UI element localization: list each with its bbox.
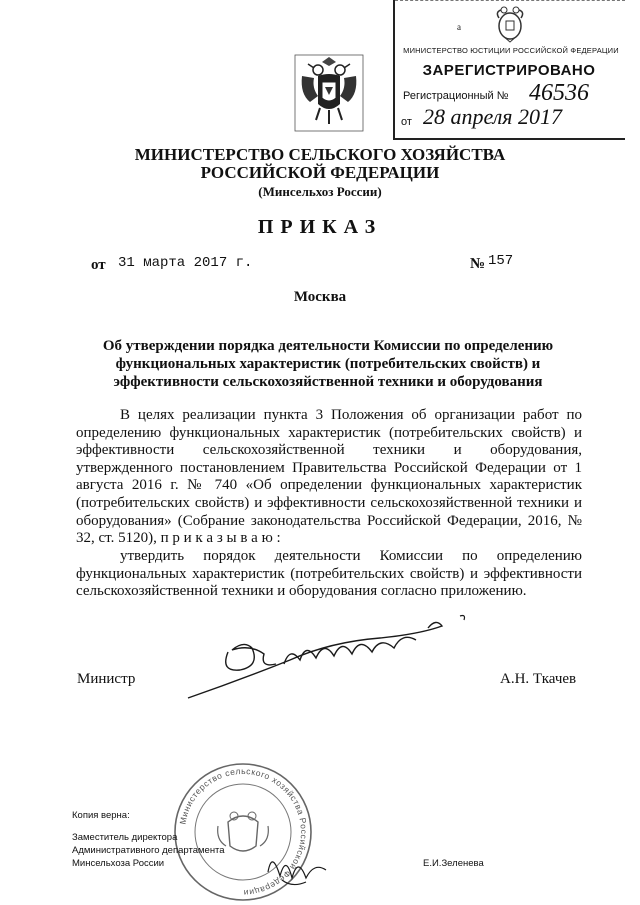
stamp-status: ЗАРЕГИСТРИРОВАНО <box>422 62 596 79</box>
order-number: 157 <box>488 253 514 269</box>
document-type: ПРИКАЗ <box>257 216 383 238</box>
stamp-date-prefix: от <box>401 116 412 128</box>
copy-signatory-name: Е.И.Зеленева <box>423 858 484 869</box>
subject-line3: эффективности сельскохозяйственной техники и оборудования <box>113 374 543 390</box>
number-prefix: № <box>470 256 486 272</box>
ministry-short-name: (Минсельхоз России) <box>258 184 382 199</box>
stamp-ministry: МИНИСТЕРСТВО ЮСТИЦИИ РОССИЙСКОЙ ФЕДЕРАЦИИ <box>403 46 619 55</box>
date-prefix: от <box>91 257 106 273</box>
seal-text: Министерство сельского хозяйства Российской Федерации <box>177 765 310 899</box>
copy-position-line2: Административного департамента <box>72 845 225 856</box>
copy-position-line3: Минсельхоза России <box>72 858 165 869</box>
stamp-mark: а <box>457 22 461 32</box>
minister-signature <box>180 610 480 705</box>
small-coat-of-arms-icon <box>493 4 527 44</box>
body-paragraph-2: утвердить порядок деятельности Комиссии по определению функциональных характеристик (потребительских свойств) и эффективности сельскохозяйственной техники и оборудования согласно приложению. <box>76 548 582 600</box>
ministry-name-line1: МИНИСТЕРСТВО СЕЛЬСКОГО ХОЗЯЙСТВА <box>134 145 506 164</box>
signatory-name: А.Н. Ткачев <box>500 671 577 687</box>
signatory-title: Министр <box>77 671 136 687</box>
stamp-number: 46536 <box>529 80 589 106</box>
city: Москва <box>293 289 347 305</box>
stamp-top-border <box>395 0 625 1</box>
ministry-name <box>0 146 640 182</box>
order-date: 31 марта 2017 г. <box>118 255 253 271</box>
body-paragraph-1: В целях реализации пункта 3 Положения об организации работ по определению функциональных характеристик (потребительских свойств) и эффективности сельскохозяйственной техники и оборудования, утвержденного постановлением Правительства Российской Федерации от 1 августа 2016 г. № 740 «Об определении функциональных характеристик (потребительских свойств) и эффективности сельскохозяйственной техники и оборудования» (Собрание законодательства Российской Федерации, 2016, № 32, ст. 5120), п р и к а з ы в а ю : <box>76 407 582 547</box>
copy-position-line1: Заместитель директора <box>72 832 178 843</box>
order-subject <box>84 337 572 391</box>
coat-of-arms-icon <box>294 54 364 132</box>
copy-signature <box>262 842 334 892</box>
seal-emblem-icon <box>218 812 269 851</box>
ministry-name-line2: РОССИЙСКОЙ ФЕДЕРАЦИИ <box>200 163 440 182</box>
stamp-number-label: Регистрационный № <box>403 90 509 102</box>
registration-stamp <box>393 0 625 140</box>
stamp-date: 28 апреля 2017 <box>423 104 563 129</box>
subject-line1: Об утверждении порядка деятельности Комиссии по определению <box>102 338 554 354</box>
copy-verified-label: Копия верна: <box>72 810 130 821</box>
subject-line2: функциональных характеристик (потребительских свойств) и <box>115 356 541 372</box>
